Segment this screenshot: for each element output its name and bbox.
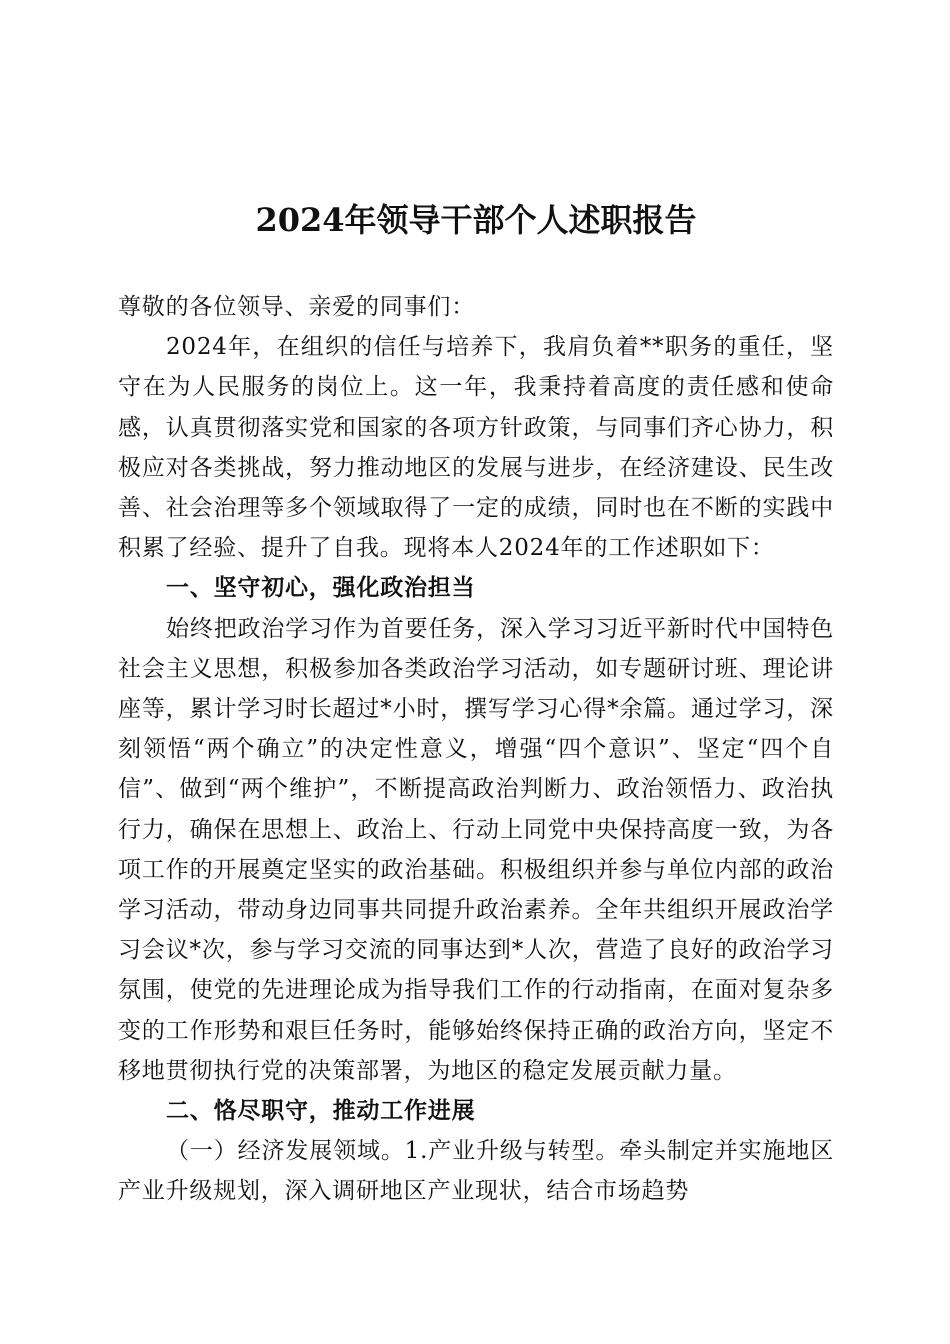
intro-paragraph: 2024年，在组织的信任与培养下，我肩负着**职务的重任，坚守在为人民服务的岗位上。这一年，我秉持着高度的责任感和使命感，认真贯彻落实党和国家的各项方针政策，与同事们齐心协力，积极应对各类挑战，努力推动地区的发展与进步，在经济建设、民生改善、社会治理等多个领域取得了一定的成绩，同时也在不断的实践中积累了经验、提升了自我。现将本人2024年的工作述职如下： — [118, 334, 834, 562]
document-body — [118, 287, 834, 1212]
section-2-paragraph: （一）经济发展领域。1.产业升级与转型。牵头制定并实施地区产业升级规划，深入调研地区产业现状，结合市场趋势 — [118, 1138, 834, 1205]
document-title: 2024年领导干部个人述职报告 — [255, 201, 697, 239]
salutation: 尊敬的各位领导、亲爱的同事们： — [118, 294, 475, 320]
section-1-heading: 一、坚守初心，强化政治担当 — [166, 575, 476, 602]
section-2-heading: 二、恪尽职守，推动工作进展 — [166, 1098, 476, 1125]
section-1-paragraph: 始终把政治学习作为首要任务，深入学习习近平新时代中国特色社会主义思想，积极参加各类政治学习活动，如专题研讨班、理论讲座等，累计学习时长超过*小时，撰写学习心得*余篇。通过学习，深刻领悟“两个确立”的决定性意义，增强“四个意识”、坚定“四个自信”、做到“两个维护”，不断提高政治判断力、政治领悟力、政治执行力，确保在思想上、政治上、行动上同党中央保持高度一致，为各项工作的开展奠定坚实的政治基础。积极组织并参与单位内部的政治学习活动，带动身边同事共同提升政治素养。全年共组织开展政治学习会议*次，参与学习交流的同事达到*人次，营造了良好的政治学习氛围，使党的先进理论成为指导我们工作的行动指南，在面对复杂多变的工作形势和艰巨任务时，能够始终保持正确的政治方向，坚定不移地贯彻执行党的决策部署，为地区的稳定发展贡献力量。 — [118, 615, 834, 1084]
